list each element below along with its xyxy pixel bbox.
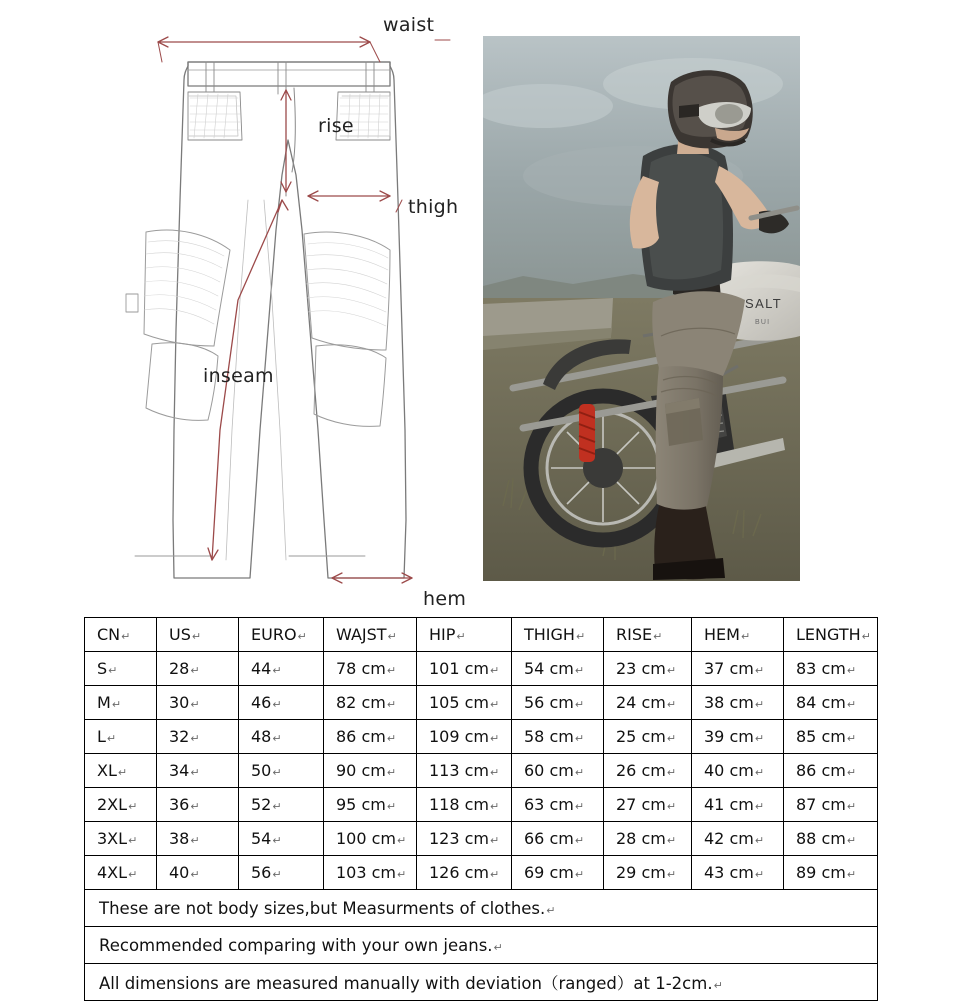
- note-line-1: These are not body sizes,but Measurments of clothes.↵: [85, 890, 878, 927]
- cell-cn: 3XL↵: [85, 822, 157, 856]
- cell-hem: 39 cm↵: [692, 720, 784, 754]
- svg-text:SALT: SALT: [745, 296, 783, 311]
- cell-hip: 126 cm↵: [417, 856, 512, 890]
- cell-thigh: 54 cm↵: [512, 652, 604, 686]
- cell-length: 85 cm↵: [784, 720, 878, 754]
- cell-waist: 78 cm↵: [324, 652, 417, 686]
- cell-waist: 90 cm↵: [324, 754, 417, 788]
- label-hem: hem: [423, 588, 467, 610]
- cell-cn: 4XL↵: [85, 856, 157, 890]
- header-hem: HEM↵: [692, 618, 784, 652]
- label-rise: rise: [318, 115, 354, 137]
- cell-cn: 2XL↵: [85, 788, 157, 822]
- cell-waist: 95 cm↵: [324, 788, 417, 822]
- svg-text:BUI: BUI: [755, 319, 771, 326]
- table-header-row: [85, 618, 878, 652]
- cell-us: 38↵: [157, 822, 239, 856]
- note-row: [85, 964, 878, 1001]
- cell-thigh: 60 cm↵: [512, 754, 604, 788]
- table-row: [85, 652, 878, 686]
- header-length: LENGTH↵: [784, 618, 878, 652]
- cell-hip: 113 cm↵: [417, 754, 512, 788]
- cell-euro: 48↵: [239, 720, 324, 754]
- cell-length: 89 cm↵: [784, 856, 878, 890]
- cell-waist: 103 cm↵: [324, 856, 417, 890]
- cell-rise: 27 cm↵: [604, 788, 692, 822]
- cell-rise: 26 cm↵: [604, 754, 692, 788]
- cell-cn: L↵: [85, 720, 157, 754]
- cell-hip: 118 cm↵: [417, 788, 512, 822]
- table-row: [85, 822, 878, 856]
- cell-cn: XL↵: [85, 754, 157, 788]
- cell-waist: 86 cm↵: [324, 720, 417, 754]
- cell-hem: 38 cm↵: [692, 686, 784, 720]
- cell-thigh: 58 cm↵: [512, 720, 604, 754]
- cell-length: 88 cm↵: [784, 822, 878, 856]
- pants-measurement-diagram: [90, 0, 490, 610]
- cell-waist: 82 cm↵: [324, 686, 417, 720]
- cell-euro: 52↵: [239, 788, 324, 822]
- label-thigh: thigh: [408, 196, 459, 218]
- cell-euro: 44↵: [239, 652, 324, 686]
- cell-us: 30↵: [157, 686, 239, 720]
- cell-us: 28↵: [157, 652, 239, 686]
- cell-length: 87 cm↵: [784, 788, 878, 822]
- cell-hem: 37 cm↵: [692, 652, 784, 686]
- header-waist: WAJST↵: [324, 618, 417, 652]
- cell-thigh: 69 cm↵: [512, 856, 604, 890]
- cell-rise: 29 cm↵: [604, 856, 692, 890]
- cell-us: 32↵: [157, 720, 239, 754]
- header-cn: CN↵: [85, 618, 157, 652]
- cell-rise: 28 cm↵: [604, 822, 692, 856]
- cell-cn: M↵: [85, 686, 157, 720]
- size-chart-table-wrapper: [84, 617, 877, 1001]
- cell-hip: 109 cm↵: [417, 720, 512, 754]
- cell-us: 40↵: [157, 856, 239, 890]
- note-line-2: Recommended comparing with your own jeans.↵: [85, 927, 878, 964]
- cell-hem: 41 cm↵: [692, 788, 784, 822]
- cell-hem: 43 cm↵: [692, 856, 784, 890]
- cell-hem: 42 cm↵: [692, 822, 784, 856]
- note-row: [85, 890, 878, 927]
- cell-thigh: 63 cm↵: [512, 788, 604, 822]
- header-thigh: THIGH↵: [512, 618, 604, 652]
- cell-length: 86 cm↵: [784, 754, 878, 788]
- cell-hip: 101 cm↵: [417, 652, 512, 686]
- cell-hem: 40 cm↵: [692, 754, 784, 788]
- table-row: [85, 720, 878, 754]
- cell-euro: 46↵: [239, 686, 324, 720]
- note-line-3: All dimensions are measured manually with deviation（ranged）at 1-2cm.↵: [85, 964, 878, 1001]
- table-row: [85, 856, 878, 890]
- product-photo: [483, 36, 800, 581]
- cell-us: 34↵: [157, 754, 239, 788]
- cell-us: 36↵: [157, 788, 239, 822]
- label-inseam: inseam: [203, 365, 274, 387]
- cell-rise: 23 cm↵: [604, 652, 692, 686]
- cell-euro: 56↵: [239, 856, 324, 890]
- cell-length: 84 cm↵: [784, 686, 878, 720]
- table-row: [85, 788, 878, 822]
- cell-waist: 100 cm↵: [324, 822, 417, 856]
- header-us: US↵: [157, 618, 239, 652]
- header-euro: EURO↵: [239, 618, 324, 652]
- cell-hip: 105 cm↵: [417, 686, 512, 720]
- table-row: [85, 754, 878, 788]
- cell-rise: 24 cm↵: [604, 686, 692, 720]
- note-row: [85, 927, 878, 964]
- cell-euro: 54↵: [239, 822, 324, 856]
- header-rise: RISE↵: [604, 618, 692, 652]
- table-row: [85, 686, 878, 720]
- cell-euro: 50↵: [239, 754, 324, 788]
- label-waist: waist: [383, 14, 435, 36]
- cell-thigh: 66 cm↵: [512, 822, 604, 856]
- header-hip: HIP↵: [417, 618, 512, 652]
- cell-cn: S↵: [85, 652, 157, 686]
- cell-rise: 25 cm↵: [604, 720, 692, 754]
- cell-hip: 123 cm↵: [417, 822, 512, 856]
- cell-thigh: 56 cm↵: [512, 686, 604, 720]
- cell-length: 83 cm↵: [784, 652, 878, 686]
- size-chart-table: [84, 617, 878, 1001]
